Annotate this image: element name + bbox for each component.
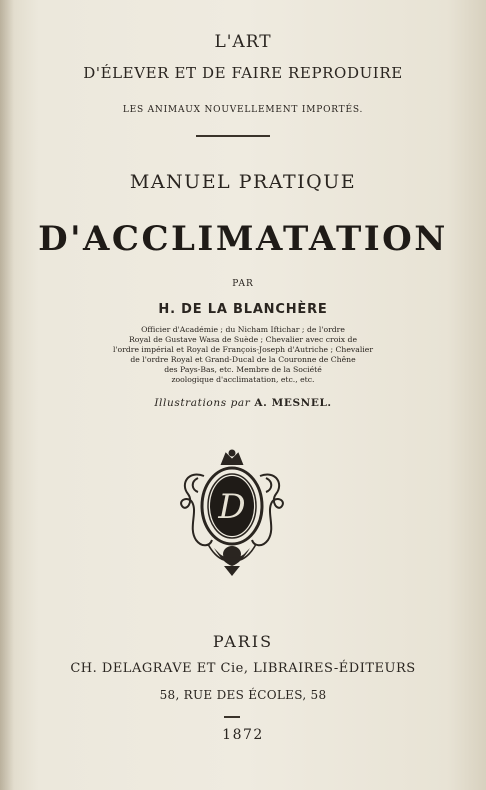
series-note: LES ANIMAUX NOUVELLEMENT IMPORTÉS. <box>122 105 364 115</box>
publisher-address: 58, RUE DES ÉCOLES, 58 <box>159 688 327 702</box>
credit-line: Royal de Gustave Wasa de Suède ; Chevalier avec croix de <box>128 335 358 344</box>
publisher: CH. DELAGRAVE ET Cie, LIBRAIRES-ÉDITEURS <box>70 661 416 676</box>
series-subtitle: D'ÉLEVER ET DE FAIRE REPRODUIRE <box>83 64 403 82</box>
author-credits <box>70 325 416 385</box>
illustrator-name: A. MESNEL. <box>254 397 332 409</box>
svg-text:D: D <box>218 487 246 527</box>
divider-rule <box>196 135 270 137</box>
by-label: PAR <box>232 279 254 289</box>
divider-rule-small <box>224 716 240 718</box>
illustrations-prefix: Illustrations par <box>154 397 251 409</box>
series-title: L'ART <box>214 32 272 52</box>
credit-line: Officier d'Académie ; du Nicham Iftichar ; de l'ordre <box>141 325 345 334</box>
credit-line: l'ordre impérial et Royal de François-Joseph d'Autriche ; Chevalier <box>112 345 374 354</box>
publisher-monogram-emblem-icon <box>174 448 290 578</box>
credit-line: zoologique d'acclimatation, etc., etc. <box>171 375 315 384</box>
credit-line: de l'ordre Royal et Grand-Ducal de la Couronne de Chêne <box>130 355 356 364</box>
publication-year: 1872 <box>222 727 264 743</box>
city: PARIS <box>212 632 274 651</box>
author-name: H. DE LA BLANCHÈRE <box>158 302 328 317</box>
main-title: D'ACCLIMATATION <box>38 219 448 259</box>
title-line-1: MANUEL PRATIQUE <box>129 171 357 193</box>
credit-line: des Pays-Bas, etc. Membre de la Société <box>164 365 322 374</box>
illustrations-credit <box>0 397 486 409</box>
